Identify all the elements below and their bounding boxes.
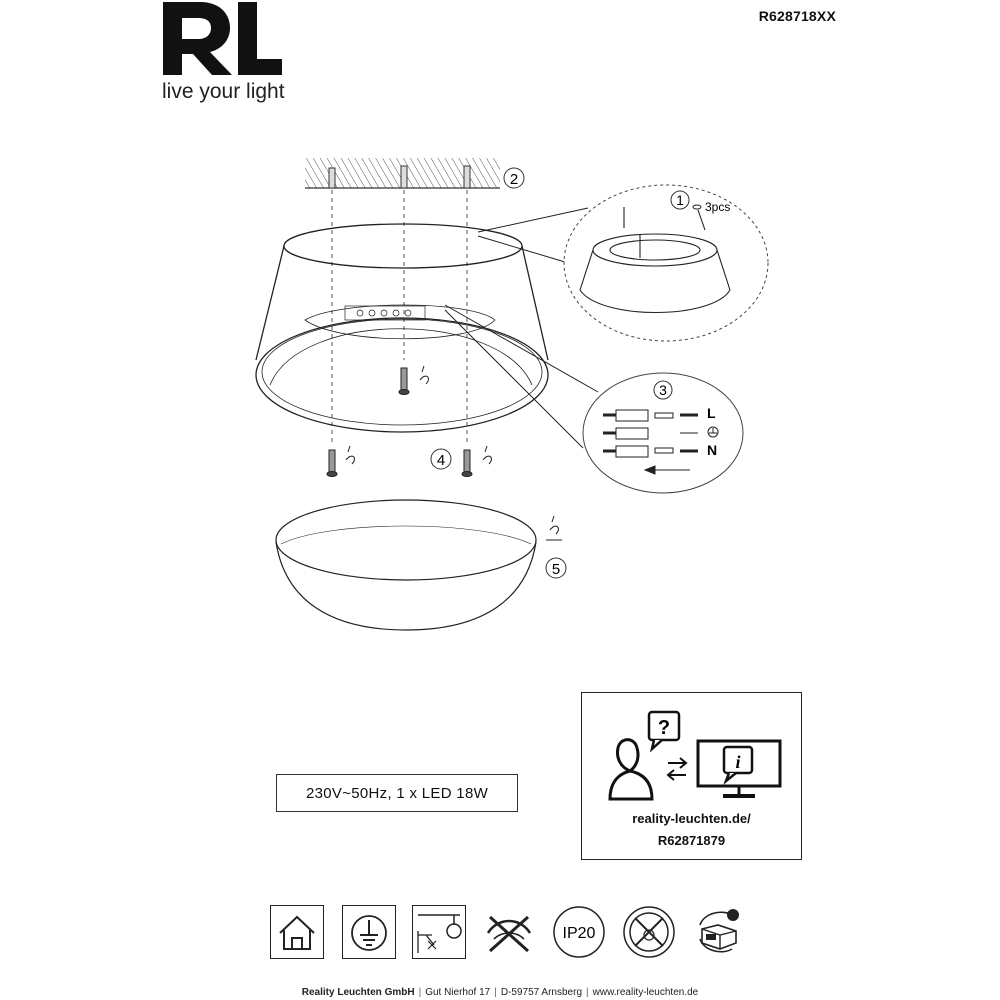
info-code: R62871879 [657, 833, 726, 848]
svg-text:?: ? [657, 717, 671, 739]
footer: Reality Leuchten GmbH | Gut Nierhof 17 | D-59757 Arnsberg | www.reality-leuchten.de [301, 987, 699, 998]
footer-street: Gut Nierhof 17 [425, 987, 491, 998]
info-box [581, 692, 802, 860]
center-screw [399, 368, 409, 395]
svg-text:i: i [735, 752, 741, 772]
model-number: R628718XX [758, 8, 836, 24]
lamp-distance-icon [412, 905, 466, 959]
info-url: reality-leuchten.de/ [632, 811, 751, 826]
wiring-N-label: N [707, 442, 718, 458]
symbol-row [270, 905, 750, 961]
no-led-replace-icon [622, 905, 676, 959]
step-1-label: 1 [676, 192, 684, 208]
footer-city: D-59757 Arnsberg [500, 987, 583, 998]
recycle-box-icon [692, 905, 746, 959]
step-4-label: 4 [436, 452, 446, 469]
no-dimming-icon [482, 905, 536, 959]
footer-web[interactable]: www.reality-leuchten.de [592, 987, 699, 998]
diffuser [276, 500, 536, 630]
house-icon [270, 905, 324, 959]
tagline: live your light [162, 80, 285, 103]
power-spec-box: 230V~50Hz, 1 x LED 18W [276, 774, 518, 812]
step-3-label: 3 [659, 382, 667, 398]
lamp-body [256, 224, 548, 432]
step-5-label: 5 [551, 561, 561, 578]
step-2-label: 2 [509, 171, 519, 188]
footer-company: Reality Leuchten GmbH [301, 987, 415, 998]
wiring-L-label: L [707, 405, 716, 421]
protective-earth-class-1-icon [342, 905, 396, 959]
ip20-icon [552, 905, 606, 959]
ip20-label: IP20 [562, 925, 596, 942]
step-1-quantity: 3pcs [705, 200, 731, 214]
user-info-icon [582, 693, 801, 808]
